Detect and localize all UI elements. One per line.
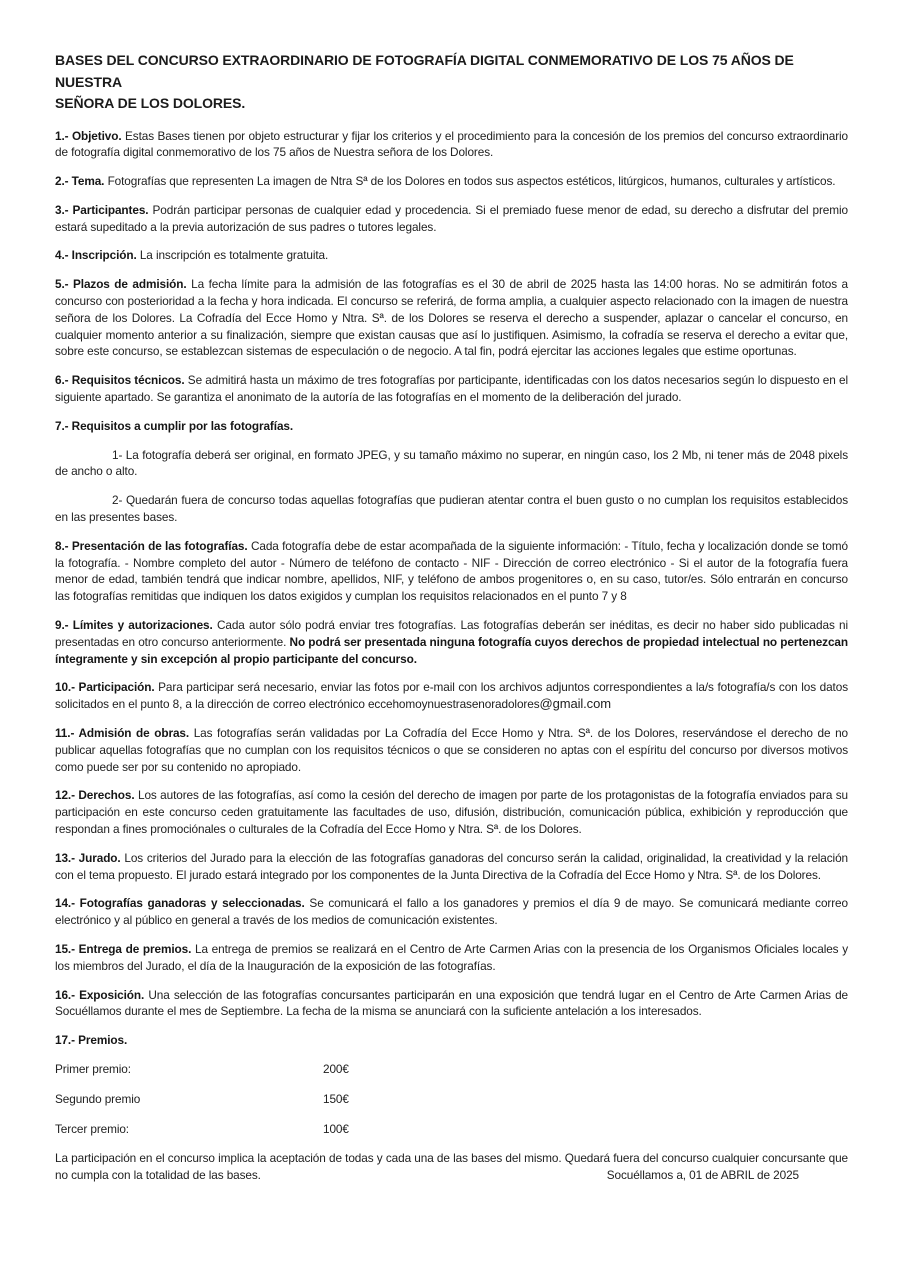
section-5-plazos <box>55 276 848 360</box>
section-6-label: 6.- Requisitos técnicos. <box>55 373 185 388</box>
section-9-text: Cada autor sólo podrá enviar tres fotografías. Las fotografías deberán ser inéditas, es decir no haber sido publicadas ni presentadas en otro concurso anteriormente. <box>55 618 848 649</box>
section-13-jurado <box>55 850 848 884</box>
section-2-tema <box>55 173 848 190</box>
section-15-entrega-premios <box>55 941 848 975</box>
premio-primer-value: 200€ <box>323 1061 349 1076</box>
date-text: Socuéllamos a, 01 de ABRIL de 2025 <box>606 1168 799 1183</box>
section-1-text: Estas Bases tienen por objeto estructurar y fijar los criterios y el procedimiento para la concesión de los premios del concurso extraordinario de fotografía digital conmemorativo de los 75 años de Nuestra señora de los Dolores. <box>55 128 849 160</box>
premio-segundo-value: 150€ <box>323 1091 349 1106</box>
section-9-label: 9.- Límites y autorizaciones. <box>55 618 213 633</box>
section-7-item-2-text: 2- Quedarán fuera de concurso todas aquellas fotografías que pudieran atentar contra el buen gusto o no cumplan los requisitos establecidos en las presentes bases. <box>55 493 848 525</box>
premio-row-primer <box>55 1061 848 1078</box>
section-16-exposicion <box>55 987 848 1021</box>
section-14-text: Se comunicará el fallo a los ganadores y premios el día 9 de mayo. Se comunicará mediante correo electrónico y al público en general a través de los medios de comunicación existentes. <box>55 896 848 928</box>
section-12-derechos <box>55 787 848 837</box>
document-title-line2: SEÑORA DE LOS DOLORES. <box>55 95 246 111</box>
premio-row-segundo <box>55 1091 848 1108</box>
premio-tercer-value: 100€ <box>323 1121 349 1136</box>
document-title <box>55 50 848 115</box>
section-3-participantes <box>55 202 848 236</box>
section-1-label: 1.- Objetivo. <box>55 128 122 143</box>
section-17-premios <box>55 1032 848 1049</box>
section-11-admision-obras <box>55 725 848 775</box>
section-14-label: 14.- Fotografías ganadoras y seleccionadas. <box>55 896 305 911</box>
section-10-participacion <box>55 679 848 713</box>
section-5-label: 5.- Plazos de admisión. <box>55 277 187 292</box>
premio-segundo-label: Segundo premio <box>55 1091 141 1106</box>
section-6-requisitos-tecnicos <box>55 372 848 406</box>
section-4-label: 4.- Inscripción. <box>55 248 137 263</box>
section-7-item-1 <box>55 447 848 481</box>
section-15-label: 15.- Entrega de premios. <box>55 941 192 956</box>
section-2-label: 2.- Tema. <box>55 174 105 189</box>
section-5-text: La fecha límite para la admisión de las fotografías es el 30 de abril de 2025 hasta las 14:00 horas. No se admitirán fotos a concurso con posterioridad a la fecha y hora indicada. El concurso se referirá, de forma amplia, a cualquier aspecto relacionado con la imagen de nuestra señora de los Dolores. La Cofradía del Ecce Homo y Ntra. Sª. de los Dolores se reserva el derecho a suspender, aplazar o cancelar el concurso, en cualquier momento anterior a su finalización, siempre que existan causas que así lo justifiquen. Asimismo, la cofradía se reserva el derecho a evitar que, sobre este concurso, se establezcan sistemas de especulación o de negocio. A tal fin, podrá ejercitar las acciones legales que estime oportunas. <box>55 277 848 359</box>
section-8-label: 8.- Presentación de las fotografías. <box>55 538 248 553</box>
premio-tercer-label: Tercer premio: <box>55 1121 129 1136</box>
section-1-objetivo <box>55 128 848 162</box>
document-title-line1: BASES DEL CONCURSO EXTRAORDINARIO DE FOTOGRAFÍA DIGITAL CONMEMORATIVO DE LOS 75 AÑOS DE NUESTRA <box>55 52 794 90</box>
section-16-label: 16.- Exposición. <box>55 987 145 1002</box>
section-2-text: Fotografías que representen La imagen de Ntra Sª de los Dolores en todos sus aspectos estéticos, litúrgicos, humanos, culturales y artísticos. <box>107 174 836 189</box>
section-13-text: Los criterios del Jurado para la elección de las fotografías ganadoras del concurso serán la calidad, originalidad, la creatividad y la relación con el tema propuesto. El jurado estará integrado por los componentes de la Junta Directiva de la Cofradía del Ecce Homo y Ntra. Sª. de los Dolores. <box>55 850 849 882</box>
section-3-label: 3.- Participantes. <box>55 202 149 217</box>
section-11-text: Las fotografías serán validadas por La Cofradía del Ecce Homo y Ntra. Sª. de los Dolores, reservándose el derecho de no publicar aquellas fotografías que no cumplan con los requisitos técnicos o que se consideren no aptas con el espíritu del concurso por diversos motivos como puede ser por su contenido no apropiado. <box>55 726 848 774</box>
section-4-inscripcion <box>55 247 848 264</box>
section-7-label: 7.- Requisitos a cumplir por las fotografías. <box>55 418 294 433</box>
section-4-text: La inscripción es totalmente gratuita. <box>139 248 329 263</box>
closing-text: La participación en el concurso implica la aceptación de todas y cada una de las bases del mismo. Quedará fuera del concurso cualquier concursante que no cumpla con la totalidad de las bases. <box>55 1151 848 1183</box>
section-12-label: 12.- Derechos. <box>55 788 135 803</box>
section-8-presentacion <box>55 538 848 605</box>
section-9-bold-tail: No podrá ser presentada ninguna fotografía cuyos derechos de propiedad intelectual no pertenezcan íntegramente y sin excepción al propio participante del concurso. <box>55 634 849 666</box>
section-7-requisitos-fotografias <box>55 418 848 435</box>
premio-row-tercer <box>55 1121 848 1138</box>
section-16-text: Una selección de las fotografías concursantes participarán en una exposición que tendrá lugar en el Centro de Arte Carmen Arias de Socuéllamos durante el mes de Septiembre. La fecha de la misma se anunciará con la suficiente antelación a los interesados. <box>55 987 849 1019</box>
section-11-label: 11.- Admisión de obras. <box>55 726 190 741</box>
section-9-limites <box>55 617 848 667</box>
section-7-item-1-text: 1- La fotografía deberá ser original, en formato JPEG, y su tamaño máximo no superar, en ningún caso, los 2 Mb, ni tener más de 2048 pixels de ancho o alto. <box>55 447 848 479</box>
section-10-text: Para participar será necesario, enviar las fotos por e-mail con los archivos adjuntos correspondientes a la/s fotografía/s con los datos solicitados en el punto 8, a la dirección de correo electrónico eccehomoynuestrasenoradolores <box>55 680 848 712</box>
section-12-text: Los autores de las fotografías, así como la cesión del derecho de imagen por parte de los protagonistas de la fotografía enviados para su participación en este concurso ceden gratuitamente las facultades de uso, difusión, distribución, comunicación pública, exhibición y reproducción que respondan a fines promociónales o culturales de la Cofradía del Ecce Homo y Ntra. Sª. de los Dolores. <box>55 788 849 836</box>
section-15-text: La entrega de premios se realizará en el Centro de Arte Carmen Arias con la presencia de los Organismos Oficiales locales y los miembros del Jurado, el día de la Inauguración de la exposición de las fotografías. <box>55 941 848 973</box>
section-10-label: 10.- Participación. <box>55 680 155 695</box>
section-7-item-2 <box>55 492 848 526</box>
section-17-label: 17.- Premios. <box>55 1033 128 1048</box>
section-10-email-domain: @gmail.com <box>539 696 611 712</box>
premio-primer-label: Primer premio: <box>55 1061 131 1076</box>
section-6-text: Se admitirá hasta un máximo de tres fotografías por participante, identificadas con los datos necesarios según lo dispuesto en el siguiente apartado. Se garantiza el anonimato de la autoría de las fotografías en el momento de la deliberación del jurado. <box>55 373 848 405</box>
section-8-text: Cada fotografía debe de estar acompañada de la siguiente información: - Título, fecha y localización donde se tomó la fotografía. - Nombre completo del autor - Número de teléfono de contacto - NIF - Dirección de correo electrónico - Si el autor de la fotografía fuera menor de edad, también tendrá que indicar nombre, apellidos, NIF, y teléfono de ambos progenitores o, en su caso, tutor/es. Sólo entrarán en concurso las fotografías remitidas que indiquen los datos exigidos y cumplan los requisitos relacionados en el punto 7 y 8 <box>55 538 848 604</box>
section-13-label: 13.- Jurado. <box>55 850 121 865</box>
section-14-fotografias-ganadoras <box>55 895 848 929</box>
section-3-text: Podrán participar personas de cualquier edad y procedencia. Si el premiado fuese menor de edad, su derecho a disfrutar del premio estará supeditado a la previa autorización de sus padres o tutores legales. <box>55 202 848 234</box>
